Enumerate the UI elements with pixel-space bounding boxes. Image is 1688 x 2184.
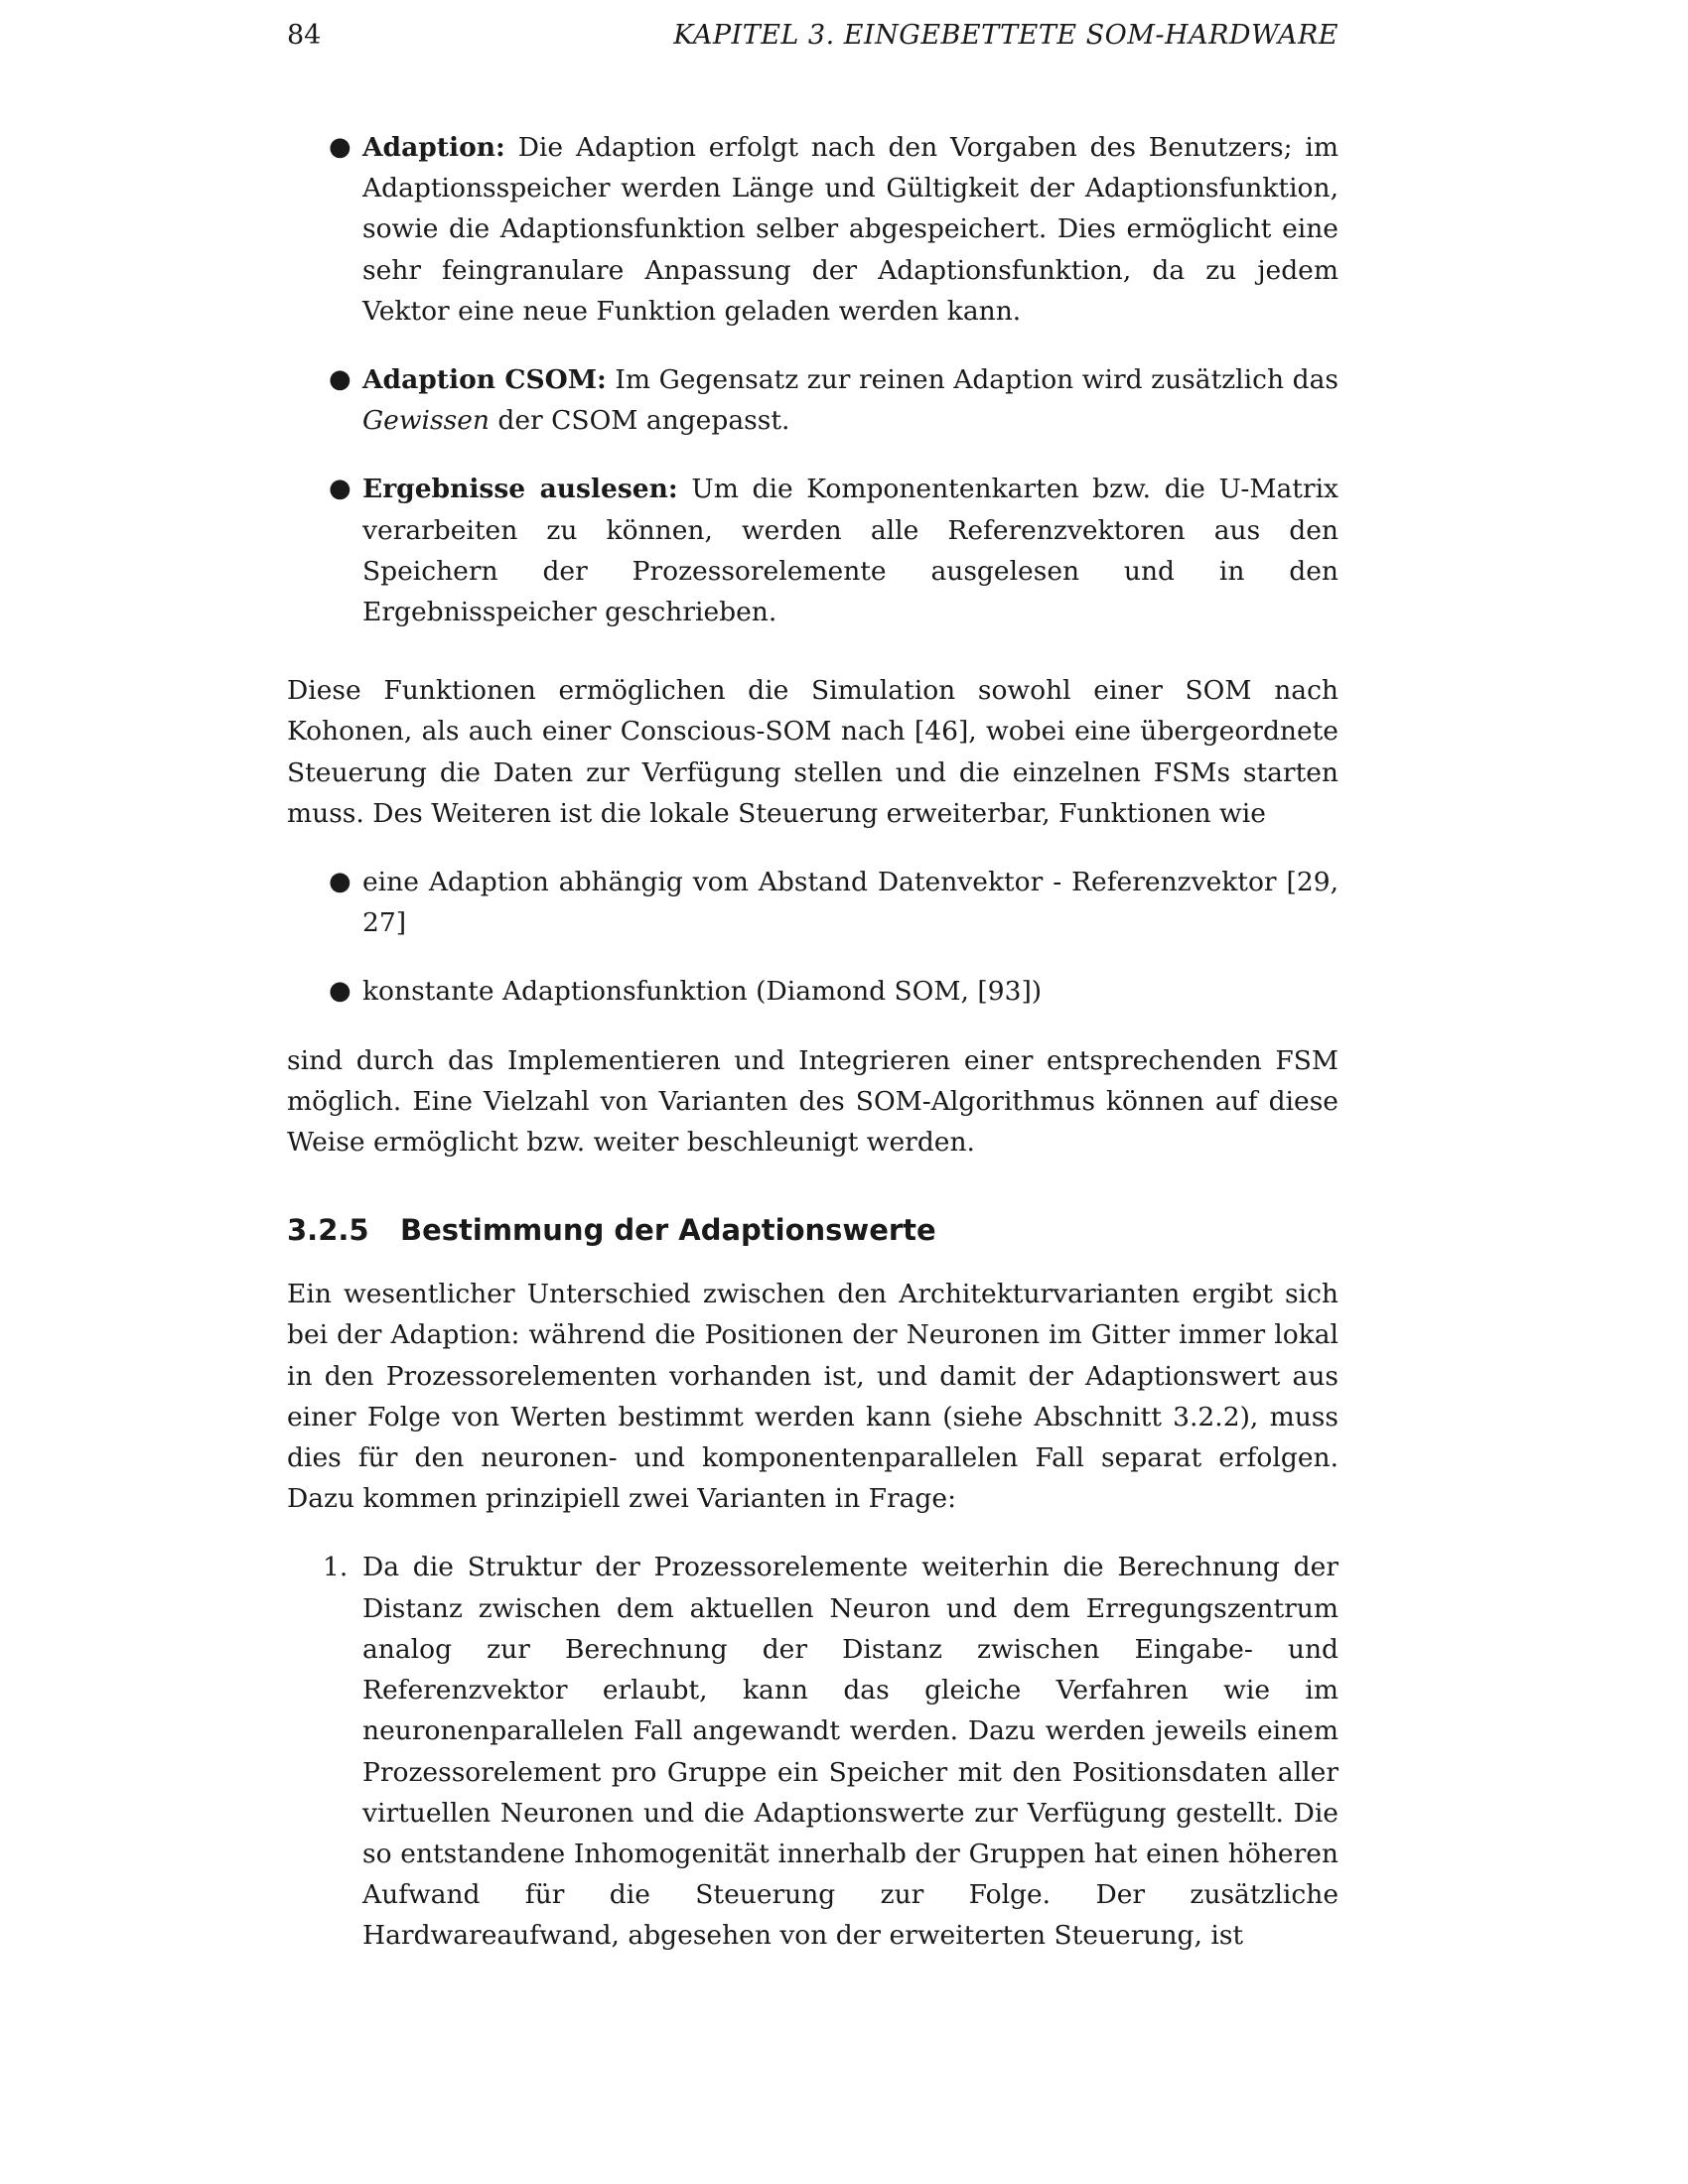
body-paragraph: Diese Funktionen ermöglichen die Simulation sowohl einer SOM nach Kohonen, als auch einer Conscious-SOM nach [46], wobei eine übergeordnete Steuerung die Daten zur Verfügung stellen und die einzelnen FSMs starten muss. Des Weiteren ist die lokale Steuerung erweiterbar, Funktionen wie bbox=[287, 675, 1338, 829]
bullet-icon: ● bbox=[329, 132, 352, 162]
list-item-emphasis: Gewissen bbox=[362, 405, 490, 437]
list-item-text: Im Gegensatz zur reinen Adaption wird zusätzlich das bbox=[615, 364, 1338, 396]
list-item-number: 1. bbox=[323, 1552, 349, 1583]
list-item-term: Ergebnisse auslesen: bbox=[362, 474, 678, 505]
list-item bbox=[287, 862, 1338, 943]
function-list bbox=[287, 127, 1338, 632]
list-item-text: Da die Struktur der Prozessorelemente weiterhin die Berechnung der Distanz zwischen dem aktuellen Neuron und dem Erregungszentrum analog zur Berechnung der Distanz zwischen Eingabe- und Referenzvektor erlaubt, kann das gleiche Verfahren wie im neuronenparallelen Fall angewandt werden. Dazu werden jeweils einem Prozessorelement pro Gruppe ein Speicher mit den Positionsdaten aller virtuellen Neuronen und die Adaptionswerte zur Verfügung gestellt. Die so entstandene Inhomogenität innerhalb der Gruppen hat einen höheren Aufwand für die Steuerung zur Folge. Der zusätzliche Hardwareaufwand, abgesehen von der erweiterten Steuerung, ist bbox=[362, 1552, 1338, 1952]
list-item bbox=[287, 971, 1338, 1012]
section-title: Bestimmung der Adaptionswerte bbox=[400, 1213, 936, 1248]
section-number: 3.2.5 bbox=[287, 1213, 369, 1248]
list-item bbox=[287, 469, 1338, 632]
function-example-list bbox=[287, 862, 1338, 1013]
bullet-icon: ● bbox=[329, 364, 352, 395]
list-item-text: der CSOM angepasst. bbox=[497, 405, 790, 437]
list-item-text: eine Adaption abhängig vom Abstand Datenvektor - Referenzvektor [29, 27] bbox=[362, 867, 1338, 939]
list-item-term: Adaption CSOM: bbox=[362, 364, 607, 396]
list-item-text: konstante Adaptionsfunktion (Diamond SOM, [93]) bbox=[362, 976, 1043, 1008]
page-number: 84 bbox=[287, 20, 322, 51]
bullet-icon: ● bbox=[329, 474, 352, 504]
body-paragraph: Ein wesentlicher Unterschied zwischen den Architekturvarianten ergibt sich bei der Adaption: während die Positionen der Neuronen im Gitter immer lokal in den Prozessorelementen vorhanden ist, und damit der Adaptionswert aus einer Folge von Werten bestimmt werden kann (siehe Abschnitt 3.2.2), muss dies für den neuronen- und komponentenparallelen Fall separat erfolgen. Dazu kommen prinzipiell zwei Varianten in Frage: bbox=[287, 1279, 1338, 1515]
list-item-text: Um die Komponentenkarten bzw. die U-Matrix verarbeiten zu können, werden alle Referenzvektoren aus den Speichern der Prozessorelemente ausgelesen und in den Ergebnisspeicher geschrieben. bbox=[362, 474, 1338, 628]
section-heading bbox=[287, 1210, 1338, 1250]
body-paragraph: sind durch das Implementieren und Integrieren einer entsprechenden FSM möglich. Eine Vielzahl von Varianten des SOM-Algorithmus können auf diese Weise ermöglicht bzw. weiter beschleunigt werden. bbox=[287, 1044, 1338, 1159]
list-item bbox=[287, 359, 1338, 441]
variant-list bbox=[287, 1547, 1338, 1956]
bullet-icon: ● bbox=[329, 976, 352, 1007]
list-item bbox=[287, 1547, 1338, 1956]
list-item-term: Adaption: bbox=[362, 132, 505, 163]
running-head: KAPITEL 3. EINGEBETTETE SOM-HARDWARE bbox=[673, 20, 1338, 51]
page-header bbox=[287, 16, 1338, 56]
list-item bbox=[287, 127, 1338, 332]
bullet-icon: ● bbox=[329, 867, 352, 897]
page-body bbox=[287, 127, 1338, 1957]
list-item-text: Die Adaption erfolgt nach den Vorgaben des Benutzers; im Adaptionsspeicher werden Länge und Gültigkeit der Adaptionsfunktion, sowie die Adaptionsfunktion selber abgespeichert. Dies ermöglicht eine sehr feingranulare Anpassung der Adaptionsfunktion, da zu jedem Vektor eine neue Funktion geladen werden kann. bbox=[362, 132, 1338, 327]
